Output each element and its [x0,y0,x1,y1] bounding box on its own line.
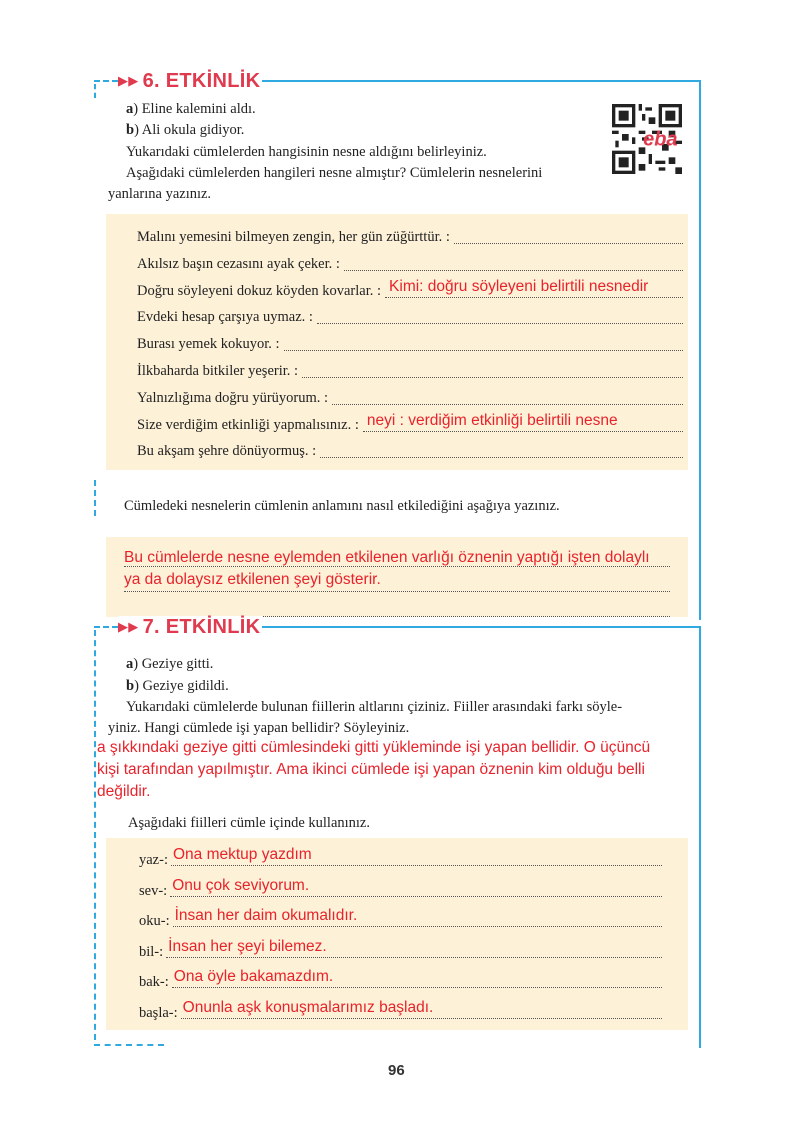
activity6-question3: Cümledeki nesnelerin cümlenin anlamını nasıl etkilediğini aşağıya yazınız. [124,498,560,514]
answer-line[interactable] [172,987,662,988]
activity7-verb-answer: İnsan her şeyi bilemez. [168,938,327,955]
answer-line[interactable] [170,896,662,897]
activity7-verb: yaz-: [139,852,168,868]
qr-label: eba [643,128,678,151]
answer-line[interactable] [320,457,683,458]
answer-line[interactable] [332,404,683,405]
page-number: 96 [388,1062,405,1079]
activity6-instruction2: Aşağıdaki cümlelerden hangileri nesne almıştır? Cümlelerin nesnelerini [126,165,543,181]
answer-line[interactable] [173,926,662,927]
activity6-item: Burası yemek kokuyor. : [137,336,280,352]
activity7-sentence-b: b) Geziye gidildi. [126,678,229,694]
activity7-sentence-a: a) Geziye gitti. [126,656,214,672]
activity6-item-answer: neyi : verdiğim etkinliği belirtili nesne [366,412,618,429]
activity6-sentence-a: a) Eline kalemini aldı. [126,101,256,117]
answer-line[interactable] [363,431,683,432]
answer-line[interactable] [454,243,683,244]
answer-line[interactable] [317,323,683,324]
answer-line[interactable] [344,270,683,271]
activity7-instruction1-cont: yiniz. Hangi cümlede işi yapan bellidir? Söyleyiniz. [108,720,410,736]
activity7-instruction1: Yukarıdaki cümlelerde bulunan fiillerin altlarını çiziniz. Fiiller arasındaki farkı söyle- [126,699,623,715]
activity6-title: ▶▶ 6. ETKİNLİK [118,70,261,92]
activity6-item: Bu akşam şehre dönüyormuş. : [137,443,317,459]
answer-line[interactable] [385,297,683,298]
answer-line[interactable] [181,1018,662,1019]
activity7-verb-answer: Ona mektup yazdım [172,846,312,863]
activity7-title: ▶▶ 7. ETKİNLİK [118,616,261,638]
activity6-item: Doğru söyleyeni dokuz köyden kovarlar. : [137,283,382,299]
qr-code-icon[interactable] [612,104,682,174]
activity6-sentence-b: b) Ali okula gidiyor. [126,122,245,138]
activity6-item: İlkbaharda bitkiler yeşerir. : [137,363,299,379]
double-arrow-icon: ▶▶ [118,73,139,88]
activity7-verb-answer: Ona öyle bakamazdım. [173,968,334,985]
double-arrow-icon: ▶▶ [118,619,139,634]
activity7-verb: oku-: [139,913,170,929]
activity6-item: Size verdiğim etkinliği yapmalısınız. : [137,417,359,433]
answer-line[interactable] [302,377,683,378]
activity7-verb: bak-: [139,974,169,990]
activity7-verb: başla-: [139,1005,178,1021]
answer-line[interactable] [166,957,662,958]
activity7-answer1-line3: değildir. [97,783,151,800]
activity6-item: Akılsız başın cezasını ayak çeker. : [137,256,340,272]
activity7-verb-answer: İnsan her daim okumalıdır. [174,907,358,924]
activity7-instruction2: Aşağıdaki fiilleri cümle içinde kullanınız. [128,815,370,831]
activity6-item: Evdeki hesap çarşıya uymaz. : [137,309,313,325]
activity7-answer1-line1: a şıkkındaki geziye gitti cümlesindeki gitti yükleminde işi yapan bellidir. O üçüncü [97,739,651,756]
activity6-instruction2-cont: yanlarına yazınız. [108,186,212,202]
activity6-instruction1: Yukarıdaki cümlelerden hangisinin nesne aldığını belirleyiniz. [126,144,487,160]
answer-line[interactable] [171,865,662,866]
activity7-verb: bil-: [139,944,164,960]
activity6-answer3-line2: ya da dolaysız etkilenen şeyi gösterir. [124,571,381,588]
activity7-verb-answer: Onunla aşk konuşmalarımız başladı. [182,999,434,1016]
activity7-verb: sev-: [139,883,168,899]
activity6-item: Yalnızlığıma doğru yürüyorum. : [137,390,329,406]
answer-line[interactable] [284,350,683,351]
activity6-answer3-line1: Bu cümlelerde nesne eylemden etkilenen varlığı öznenin yaptığı işten dolaylı [124,549,650,566]
activity6-item-answer: Kimi: doğru söyleyeni belirtili nesnedir [389,278,649,295]
activity6-item: Malını yemesini bilmeyen zengin, her gün züğürttür. : [137,229,450,245]
activity7-verb-answer: Onu çok seviyorum. [172,877,310,894]
activity7-answer1-line2: kişi tarafından yapılmıştır. Ama ikinci cümlede işi yapan öznenin kim olduğu belli [97,761,645,778]
